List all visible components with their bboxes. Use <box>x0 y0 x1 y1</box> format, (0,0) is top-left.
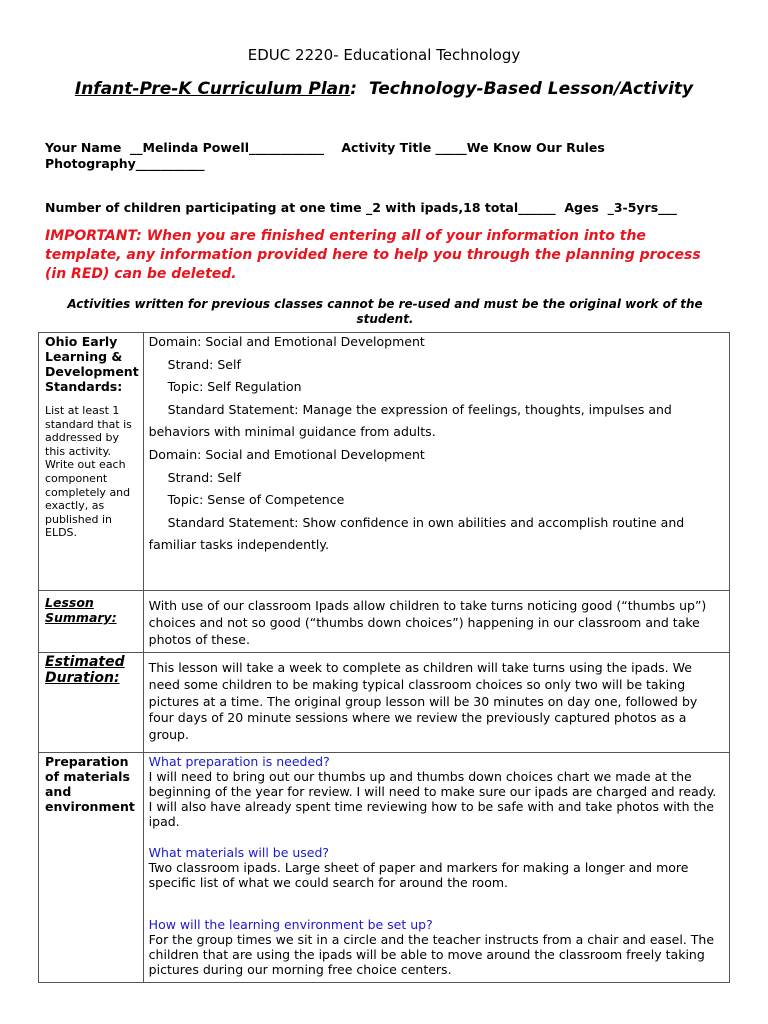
preparation-question: What preparation is needed? <box>148 754 330 769</box>
lesson-plan-table <box>38 332 730 983</box>
standards-label: Ohio Early Learning & Development Standards: <box>45 334 139 394</box>
preparation-row <box>39 753 730 983</box>
standard-statement-1: Standard Statement: Manage the expression of feelings, thoughts, impulses and <box>167 401 672 417</box>
activity-title-continued: Photography___________ <box>45 156 205 171</box>
preparation-label-cell <box>39 753 144 983</box>
environment-answer: For the group times we sit in a circle and the teacher instructs from a chair and easel. The children that are using the ipads will be able to move around the classroom freely taking pictures during our morning free choice centers. <box>148 932 715 977</box>
children-ages-line: Number of children participating at one time _2 with ipads,18 total______ Ages _3-5yrs___ <box>45 200 677 215</box>
standards-note: List at least 1 standard that is addressed by this activity. Write out each component completely and exactly, as published in ELDS. <box>45 404 132 540</box>
standard-strand-2: Strand: Self <box>167 469 241 485</box>
originality-disclaimer: Activities written for previous classes cannot be re-used and must be the original work of the student. <box>67 297 703 326</box>
environment-question: How will the learning environment be set up? <box>148 917 433 932</box>
plan-title-part1: Infant-Pre-K Curriculum Plan <box>74 79 351 99</box>
standard-statement-2: Standard Statement: Show confidence in own abilities and accomplish routine and <box>167 514 685 530</box>
plan-title-part2: Technology-Based Lesson/Activity <box>368 79 694 99</box>
materials-question: What materials will be used? <box>148 845 330 860</box>
duration-text <box>143 653 729 753</box>
course-title: EDUC 2220- Educational Technology <box>247 46 521 64</box>
important-notice: IMPORTANT: When you are finished entering all of your information into the template, any information provided here to help you through the planning process (in RED) can be deleted. <box>45 228 701 282</box>
standards-label-cell <box>39 333 144 591</box>
duration-body: This lesson will take a week to complete as children will take turns using the ipads. We need some children to be making typical classroom choices so only two will be taking pictures at a time. The original group lesson will be 30 minutes on day one, followed by four days of 20 minute sessions where we review the previously captured photos as a group. <box>148 660 698 743</box>
standard-topic-2: Topic: Sense of Competence <box>167 492 345 508</box>
duration-label-cell <box>39 653 144 753</box>
plan-title-colon: : <box>350 79 369 99</box>
standard-domain-1: Domain: Social and Emotional Development <box>148 334 425 349</box>
plan-title <box>0 79 768 99</box>
standard-topic-1: Topic: Self Regulation <box>167 379 302 395</box>
name-activity-line: Your Name __Melinda Powell____________ Activity Title _____We Know Our Rules <box>45 140 605 155</box>
standard-domain-2: Domain: Social and Emotional Development <box>148 446 425 462</box>
preparation-label: Preparation of materials and environment <box>45 754 135 814</box>
standards-content <box>143 333 729 591</box>
duration-label: Estimated Duration: <box>45 654 125 686</box>
duration-row <box>39 653 730 753</box>
standards-row <box>39 333 730 591</box>
standard-statement-1-cont: behaviors with minimal guidance from adults. <box>148 424 436 440</box>
preparation-answer: I will need to bring out our thumbs up and thumbs down choices chart we made at the beginning of the year for review. I will need to make sure our ipads are charged and ready. I will also have already spent time reviewing how to be safe with and take photos with the ipad. <box>148 769 717 829</box>
materials-answer: Two classroom ipads. Large sheet of paper and markers for making a longer and more specific list of what we could search for around the room. <box>148 860 689 890</box>
summary-body: With use of our classroom Ipads allow children to take turns noticing good (“thumbs up”) choices and not so good (“thumbs down choices”) happening in our classroom and take photos of these. <box>148 598 707 647</box>
preparation-content <box>143 753 729 983</box>
summary-label: Lesson Summary: <box>45 595 117 625</box>
standard-strand-1: Strand: Self <box>167 356 241 372</box>
summary-label-cell <box>39 591 144 653</box>
summary-row <box>39 591 730 653</box>
standard-statement-2-cont: familiar tasks independently. <box>148 537 329 553</box>
summary-text <box>143 591 729 653</box>
